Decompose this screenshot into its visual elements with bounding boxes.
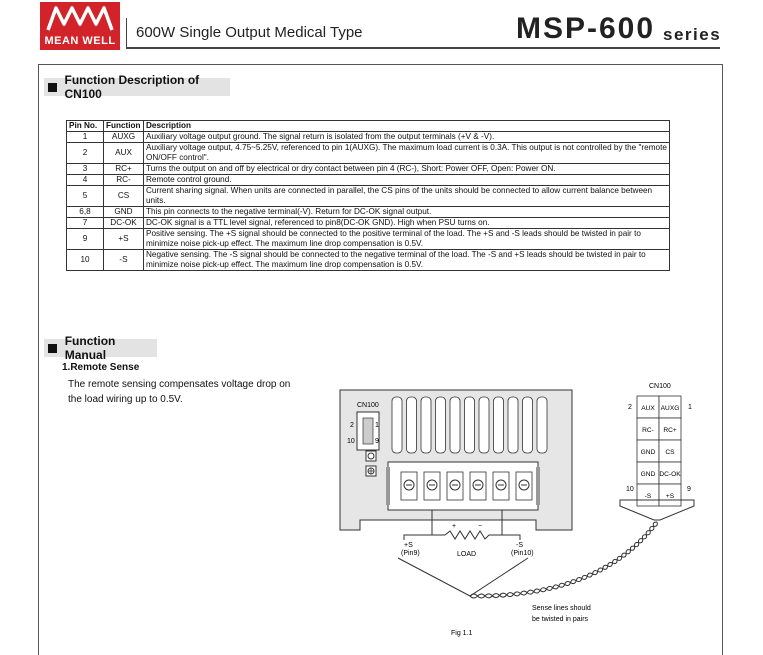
page-title: 600W Single Output Medical Type <box>136 24 363 41</box>
figure-caption: Fig 1.1 <box>451 630 473 637</box>
connector-cell-label: CS <box>665 449 675 456</box>
vent-slot <box>436 397 446 453</box>
vent-slots <box>392 397 547 453</box>
plus-s-pin-label: (Pin9) <box>401 550 420 557</box>
subheading-remote-sense: 1.Remote Sense <box>62 362 140 373</box>
function-cell: -S <box>104 250 144 271</box>
connector-cell-label: -S <box>644 493 652 500</box>
conn-pin-1-label: 1 <box>688 404 692 411</box>
remote-sense-text: The remote sensing compensates voltage drop on the load wiring up to 0.5V. <box>68 379 291 405</box>
function-cell: AUXG <box>104 132 144 143</box>
description-cell: This pin connects to the negative terminal(-V). Return for DC-OK signal output. <box>144 207 670 218</box>
psu-pin-1-label: 1 <box>375 422 379 429</box>
section-title: Function Description of CN100 <box>64 73 200 101</box>
pin-cell: 9 <box>67 229 104 250</box>
conn-pin-2-label: 2 <box>628 404 632 411</box>
function-cell: +S <box>104 229 144 250</box>
connector-cell-label: AUX <box>641 405 655 412</box>
terminal-end-cap <box>536 467 540 505</box>
connector-cell-label: DC-OK <box>659 471 681 478</box>
connector-cell-label: AUXG <box>660 405 680 412</box>
vent-slot <box>392 397 402 453</box>
pin-cell: 4 <box>67 175 104 186</box>
pin-cell: 10 <box>67 250 104 271</box>
description-cell: Positive sensing. The +S signal should be connected to the positive terminal of the load. The +S and -S leads should be twisted in pair to minimize noise pick-up effect. The maximum line drop compensation is 0.5V. <box>144 229 670 250</box>
load-plus-sign: + <box>452 523 457 530</box>
function-cell: CS <box>104 186 144 207</box>
connector-cell-label: RC+ <box>663 427 677 434</box>
function-cell: AUX <box>104 143 144 164</box>
function-cell: RC- <box>104 175 144 186</box>
connector-cell-label: RC- <box>642 427 654 434</box>
vent-slot <box>407 397 417 453</box>
function-cell: DC-OK <box>104 218 144 229</box>
pin-cell: 7 <box>67 218 104 229</box>
function-cell: GND <box>104 207 144 218</box>
vent-slot <box>537 397 547 453</box>
function-cell: RC+ <box>104 164 144 175</box>
conn-pin-9-label: 9 <box>687 486 691 493</box>
note-line-1: Sense lines should <box>532 605 591 612</box>
load-minus-sign: − <box>478 523 483 530</box>
cn100-pin-grid <box>637 396 681 506</box>
connector-cell-label: GND <box>640 449 656 456</box>
vent-slot <box>523 397 533 453</box>
terminal-end-cap <box>386 467 390 505</box>
connector-cell-label: +S <box>665 493 675 500</box>
sense-lines-funnel <box>398 558 528 596</box>
load-resistor-icon <box>445 531 489 539</box>
vent-slot <box>465 397 475 453</box>
psu-cn100-label: CN100 <box>357 402 379 409</box>
col-header-function: Function <box>104 121 144 132</box>
col-header-description: Description <box>144 121 670 132</box>
psu-pin-10-label: 10 <box>347 438 355 445</box>
load-label: LOAD <box>457 551 477 558</box>
vent-slot <box>421 397 431 453</box>
description-cell: DC-OK signal is a TTL level signal, referenced to pin8(DC-OK GND). High when PSU turns on. <box>144 218 670 229</box>
terminal-screws <box>386 467 540 505</box>
vent-slot <box>479 397 489 453</box>
vent-slot <box>494 397 504 453</box>
note-line-2: be twisted in pairs <box>532 616 589 623</box>
description-cell: Negative sensing. The -S signal should be connected to the negative terminal of the load. The -S and +S leads should be twisted in pair to minimize noise pick-up effect. The maximum line drop compensation is 0.5V. <box>144 250 670 271</box>
model-name: MSP-600 <box>516 12 656 45</box>
pin-cell: 3 <box>67 164 104 175</box>
psu-pin-2-label: 2 <box>350 422 354 429</box>
conn-pin-10-label: 10 <box>626 486 634 493</box>
connector-cell-label: GND <box>640 471 656 478</box>
pin-cell: 6,8 <box>67 207 104 218</box>
vent-slot <box>508 397 518 453</box>
description-cell: Auxiliary voltage output ground. The signal return is isolated from the output terminals (+V & -V). <box>144 132 670 143</box>
psu-cn100-pins <box>363 418 373 444</box>
description-cell: Turns the output on and off by electrical or dry contact between pin 4 (RC-), Short: Power OFF, Open: Power ON. <box>144 164 670 175</box>
pin-cell: 2 <box>67 143 104 164</box>
pin-cell: 1 <box>67 132 104 143</box>
col-header-pin: Pin No. <box>67 121 104 132</box>
minus-s-label: -S <box>516 542 523 549</box>
model-suffix: series <box>663 25 722 44</box>
description-cell: Remote control ground. <box>144 175 670 186</box>
plus-s-label: +S <box>404 542 413 549</box>
minus-s-pin-label: (Pin10) <box>511 550 534 557</box>
connector-title: CN100 <box>649 383 671 390</box>
description-cell: Auxiliary voltage output, 4.75~5.25V, referenced to pin 1(AUXG). The maximum load current is 0.3A. This output is not controlled by the "remote ON/OFF control". <box>144 143 670 164</box>
pin-cell: 5 <box>67 186 104 207</box>
psu-pin-9-label: 9 <box>375 438 379 445</box>
section-title: Function Manual <box>64 334 116 362</box>
twisted-pair-wire <box>470 522 657 598</box>
logo-text: MEAN WELL <box>44 35 116 47</box>
vent-slot <box>450 397 460 453</box>
description-cell: Current sharing signal. When units are connected in parallel, the CS pins of the units should be connected to allow current balance between units. <box>144 186 670 207</box>
